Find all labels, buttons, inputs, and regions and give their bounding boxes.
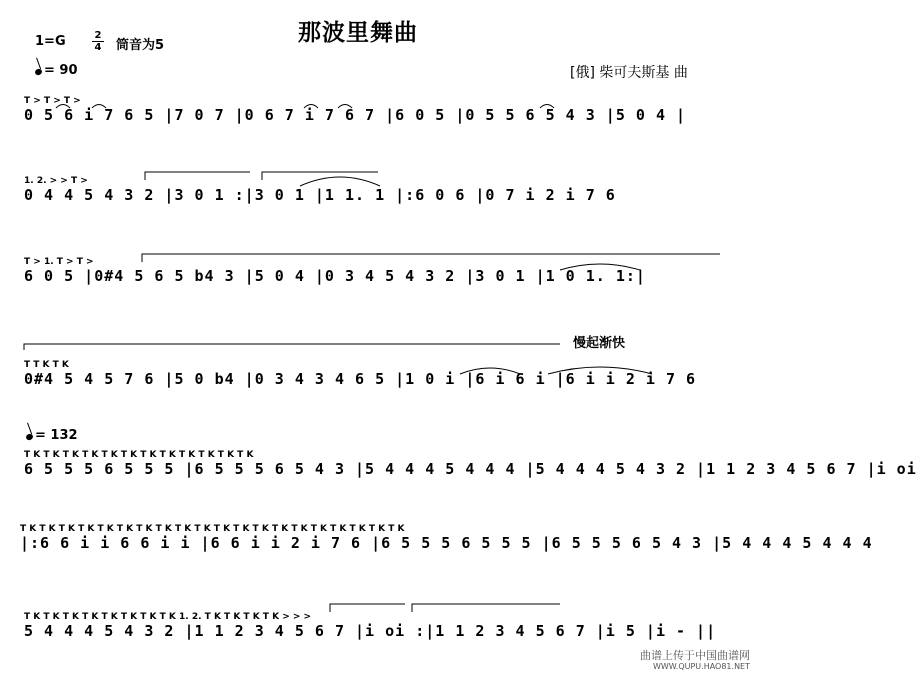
notation-line: 0#4 5 4 5 7 6 |5 0 b4 |0 3 4 3 4 6 5 |1 0 i |6 i 6 i |6 i i 2 i 7 6	[24, 370, 697, 388]
score-title: 那波里舞曲	[298, 20, 418, 46]
articulation-marks: T K T K T K T K T K T K T K T K 1. 2. T K T K T K T K > > >	[24, 612, 312, 622]
volta-bracket-2	[412, 604, 560, 612]
articulation-marks: T K T K T K T K T K T K T K T K T K T K T K T K T K T K T K T K T K T K T K T K	[20, 524, 405, 534]
slur-arc	[56, 105, 70, 109]
watermark-line-2: WWW.QUPU.HAO81.NET	[652, 662, 750, 671]
volta-bracket-2	[24, 344, 560, 350]
slur-arc	[300, 177, 380, 186]
slur-arc	[304, 105, 318, 109]
volta-bracket-1	[330, 604, 405, 612]
slur-arc	[338, 105, 352, 109]
notation-line: 0 4 4 5 4 3 2 |3 0 1 :|3 0 1 |1 1. 1 |:6 0 6 |0 7 i 2 i 7 6	[24, 186, 616, 204]
time-signature-top: 2	[94, 30, 102, 41]
slur-arc	[92, 105, 106, 109]
volta-bracket-1	[142, 254, 720, 262]
watermark-line-1: 曲谱上传于中国曲谱网	[640, 649, 750, 662]
volta-bracket-1	[145, 172, 250, 180]
notation-line: |:6 6 i i 6 6 i i |6 6 i i 2 i 7 6 |6 5 5 5 6 5 5 5 |6 5 5 5 6 5 4 3 |5 4 4 4 5 4 4 4	[20, 534, 873, 552]
slur-arc	[540, 105, 554, 109]
time-signature-bottom: 4	[94, 42, 102, 53]
fingering-note: 筒音为5	[116, 38, 165, 53]
articulation-marks: T > T > T >	[24, 96, 81, 106]
site-watermark	[640, 650, 750, 672]
tempo-value: = 90	[44, 63, 78, 78]
composer-credit: [俄] 柴可夫斯基 曲	[570, 65, 688, 81]
notation-line: 6 5 5 5 6 5 5 5 |6 5 5 5 6 5 4 3 |5 4 4 4 5 4 4 4 |5 4 4 4 5 4 3 2 |1 1 2 3 4 5 6 7 |i oi	[24, 460, 917, 478]
key-signature: 1=G	[35, 34, 66, 49]
notation-line: 6 0 5 |0#4 5 6 5 b4 3 |5 0 4 |0 3 4 5 4 3 2 |3 0 1 |1 0 1. 1:|	[24, 267, 646, 285]
tempo-value: = 132	[35, 428, 78, 443]
tempo-direction: 慢起渐快	[573, 336, 626, 351]
articulation-marks: 1. 2. > > T >	[24, 176, 88, 186]
notation-line: 5 4 4 4 5 4 3 2 |1 1 2 3 4 5 6 7 |i oi :|1 1 2 3 4 5 6 7 |i 5 |i - ||	[24, 622, 717, 640]
articulation-marks: T T K T K	[24, 360, 69, 370]
slur-arc	[460, 368, 520, 374]
articulation-marks: T K T K T K T K T K T K T K T K T K T K T K T K	[24, 450, 254, 460]
slur-arc	[560, 264, 640, 270]
slur-arc	[548, 367, 652, 374]
notation-line: 0 5 6 i 7 6 5 |7 0 7 |0 6 7 i 7 6 7 |6 0 5 |0 5 5 6 5 4 3 |5 0 4 |	[24, 106, 687, 124]
articulation-marks: T > 1. T > T >	[24, 257, 94, 267]
